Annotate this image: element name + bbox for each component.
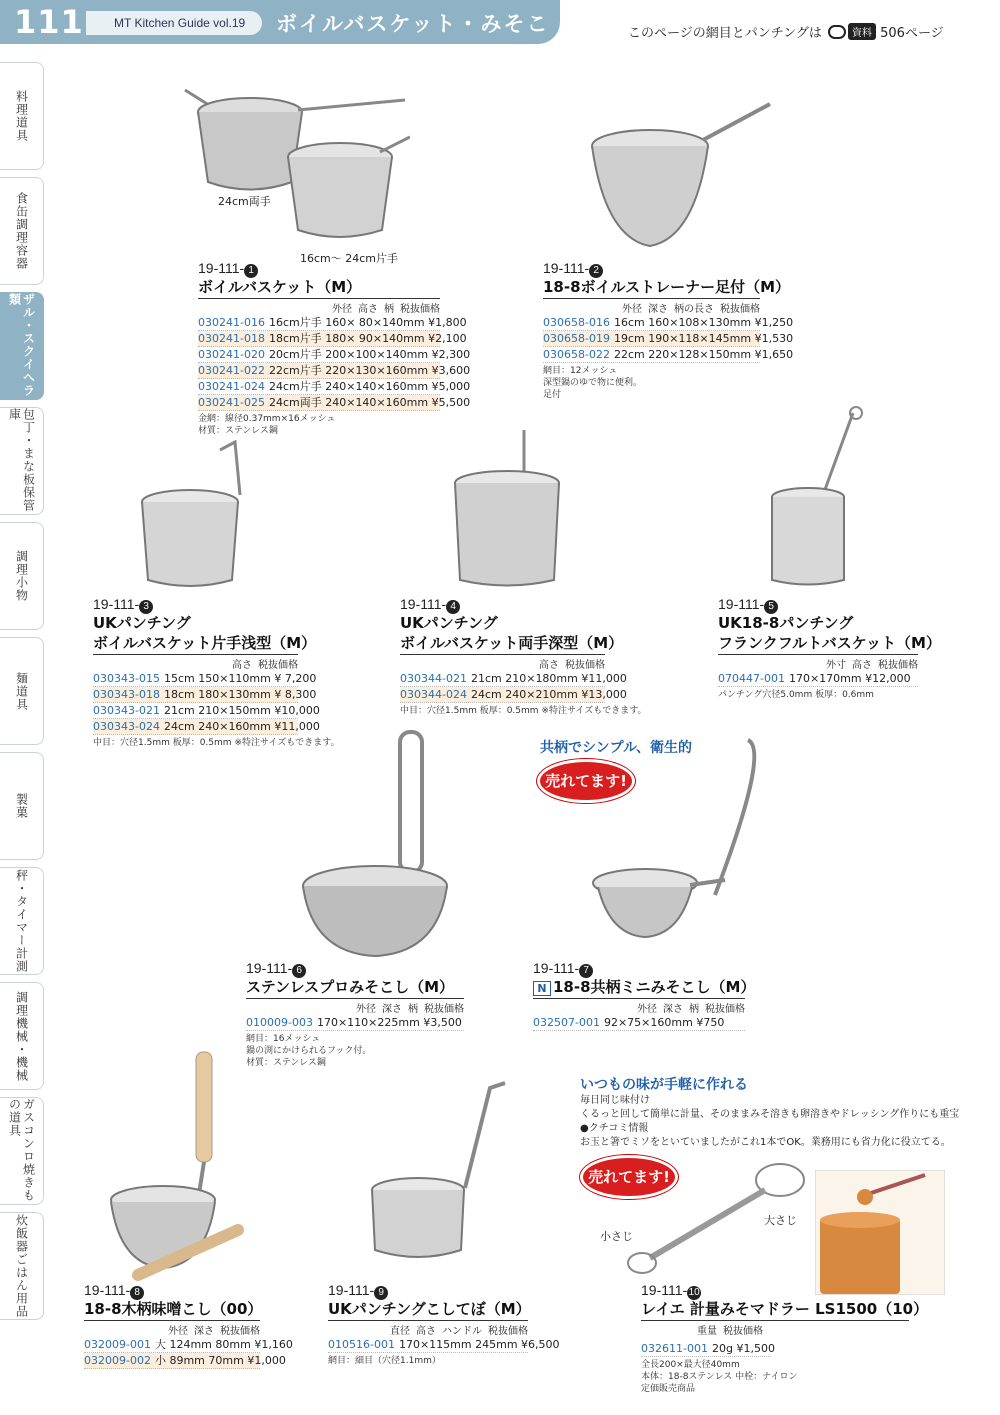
tab-scales[interactable]: 秤・タイマー計測 (0, 867, 44, 975)
product-note: 網目：細目（穴径1.1mm） (328, 1356, 441, 1366)
ref-prefix: このページの網目とパンチングは (628, 26, 822, 41)
bestseller-badge: 売れてます! (583, 1158, 675, 1196)
product-6 (246, 960, 464, 1069)
product-note: 全長200×最大径40mm 本体：18-8ステンレス 中栓：ナイロン 定価販売商品 (641, 1360, 798, 1394)
page-title: ボイルバスケット・みそこし (276, 12, 550, 66)
product-5 (718, 596, 941, 701)
table-row: 030241-020 20cm片手 200×100×140mm ¥2,300 (198, 348, 471, 361)
tab-rice-cookers[interactable]: 炊飯器ごはん用品 (0, 1212, 44, 1320)
table-row: 030658-019 19cm 190×118×145mm ¥1,530 (543, 332, 794, 345)
product-name: UKパンチング (93, 614, 191, 632)
product-number: 19-111-10 (641, 1282, 700, 1298)
caption-one-handle: 16cm～ 24cm片手 (300, 252, 399, 265)
tab-confectionery[interactable]: 製菓 (0, 752, 44, 860)
product-number: 19-111- 2 (543, 260, 760, 278)
product-number: 19-111- 8 (84, 1282, 260, 1300)
table-row: 030343-024 24cm 240×160mm ¥11,000 (93, 720, 320, 733)
table-row: 030344-024 24cm 240×210mm ¥13,000 (400, 688, 627, 701)
n-mark-icon: N (533, 981, 551, 996)
column-headers: 高さ 税抜価格 (539, 660, 605, 671)
page-header (0, 0, 560, 66)
page-number: 111 (14, 3, 84, 41)
ref-keyword: 資料 (848, 23, 876, 40)
column-headers: 重量 税抜価格 (697, 1326, 763, 1337)
table-row: 032009-002 小 89mm 70mm ¥1,000 (84, 1354, 286, 1367)
column-headers: 外寸 高さ 税抜価格 (826, 660, 918, 671)
product-name: UKパンチング (400, 614, 498, 632)
ref-suffix: 506ページ (880, 26, 944, 41)
product-number: 19-111- 4 (400, 596, 605, 614)
table-row: 030241-025 24cm両手 240×140×160mm ¥5,500 (198, 396, 471, 409)
table-row: 070447-001 170×170mm ¥12,000 (718, 671, 918, 687)
tab-noodle-tools[interactable]: 麺道具 (0, 637, 44, 745)
product-name: UKパンチングこしてぼ（M） (328, 1300, 528, 1321)
column-headers: 外径 深さ 柄の長さ 税抜価格 (622, 304, 760, 315)
product-4 (400, 596, 647, 717)
product-9 (328, 1282, 560, 1367)
product-note: 中目：穴径1.5mm 板厚：0.5mm ※特注サイズもできます。 (400, 706, 647, 716)
tab-small-tools[interactable]: 調理小物 (0, 522, 44, 630)
tab-cooking-tools[interactable]: 料理道具 (0, 62, 44, 170)
punching-deep-image (452, 425, 562, 590)
tab-gas-stoves[interactable]: ガスコンロ焼きもの道具 (0, 1097, 44, 1205)
mini-miso-strainer-image (590, 735, 780, 940)
product-name: 18-8木柄味噌こし（00） (84, 1300, 260, 1321)
product-8 (84, 1282, 293, 1369)
product-number: 19-111- 6 (246, 960, 464, 978)
table-row: 030241-022 22cm片手 220×130×160mm ¥3,600 (198, 364, 471, 377)
table-row: 030658-016 16cm 160×108×130mm ¥1,250 (543, 316, 794, 329)
table-row: 032507-001 92×75×160mm ¥750 (533, 1015, 745, 1031)
table-row: 030343-015 15cm 150×110mm ¥ 7,200 (93, 672, 317, 685)
pro-miso-strainer-image (300, 728, 460, 958)
caption-small-spoon: 小さじ (600, 1230, 633, 1243)
product-1 (198, 260, 471, 437)
product-name: ボイルバスケット片手浅型（M） (93, 634, 298, 655)
product-name: フランクフルトバスケット（M） (718, 634, 918, 655)
product-name: ボイルバスケット（M） (198, 278, 440, 299)
promo-taste: いつもの味が手軽に作れる (580, 1077, 748, 1093)
product-name: 18-8ボイルストレーナー足付（M） (543, 278, 760, 299)
product-number: 19-111- 7 (533, 960, 745, 978)
guide-label: MT Kitchen Guide vol.19 (86, 11, 262, 35)
table-row: 030343-018 18cm 180×130mm ¥ 8,300 (93, 688, 317, 701)
tab-knives[interactable]: 包丁・まな板保管庫 (0, 407, 44, 515)
punching-shallow-image (140, 440, 245, 590)
product-note: 網目：16メッシュ 鍋の渕にかけられるフック付。 材質：ステンレス鋼 (246, 1034, 372, 1068)
column-headers: 外径 深さ 税抜価格 (168, 1326, 260, 1337)
product-number: 19-111- 3 (93, 596, 298, 614)
tab-machines[interactable]: 調理機械・機械 (0, 982, 44, 1090)
product-10 (641, 1282, 929, 1395)
product-name: UK18-8パンチング (718, 614, 854, 632)
product-number: 19-111- 9 (328, 1282, 528, 1300)
promo-simple: 共柄でシンプル、衛生的 (540, 740, 692, 756)
caption-two-handle: 24cm両手 (218, 195, 271, 208)
muddler-description: 毎日同じ味付け くるっと回して簡単に計量、そのままみそ溶きも卵溶きやドレッシング作りにも重宝 ●クチコミ情報 お玉と箸でミソをといていましたがこれ1本でOK。業務用にも省力化に役立てる。 (580, 1095, 960, 1148)
table-row: 030241-016 16cm片手 160× 80×140mm ¥1,800 (198, 316, 467, 329)
product-3 (93, 596, 340, 749)
table-row: 030658-022 22cm 220×128×150mm ¥1,650 (543, 348, 794, 361)
table-row: 030344-021 21cm 210×180mm ¥11,000 (400, 672, 627, 685)
product-note: パンチング穴径5.0mm 板厚：0.6mm (718, 690, 874, 700)
table-row: 032611-001 20g ¥1,500 (641, 1342, 775, 1355)
column-headers: 外径 深さ 柄 税抜価格 (637, 1004, 745, 1015)
punching-koshitebo-image (370, 1078, 515, 1268)
book-icon (828, 25, 846, 39)
boil-basket-image (180, 82, 410, 257)
tab-colanders[interactable]: ザル・スクイへラ類 (0, 292, 44, 400)
table-row: 032009-001 大 124mm 80mm ¥1,160 (84, 1338, 293, 1351)
product-name: ボイルバスケット両手深型（M） (400, 634, 605, 655)
frankfurt-basket-image (768, 405, 878, 590)
product-name: レイエ 計量みそマドラー LS1500（10） (641, 1300, 909, 1321)
miso-photo-image (815, 1170, 945, 1295)
product-name: ステンレスプロみそこし（M） (246, 978, 464, 999)
table-row: 030343-021 21cm 210×150mm ¥10,000 (93, 704, 320, 717)
table-row: 010516-001 170×115mm 245mm ¥6,500 (328, 1338, 560, 1351)
table-row: 010009-003 170×110×225mm ¥3,500 (246, 1015, 464, 1031)
table-row: 030241-024 24cm片手 240×140×160mm ¥5,000 (198, 380, 471, 393)
column-headers: 高さ 税抜価格 (232, 660, 298, 671)
caption-large-spoon: 大さじ (764, 1214, 797, 1227)
product-note: 金網：線径0.37mm×16メッシュ 材質：ステンレス鋼 (198, 414, 336, 436)
column-headers: 外径 深さ 柄 税抜価格 (356, 1004, 464, 1015)
wood-handle-strainer-image (108, 1050, 253, 1285)
tab-food-containers[interactable]: 食缶調理容器 (0, 177, 44, 285)
reference-note (628, 22, 944, 41)
product-7 (533, 960, 756, 1031)
bestseller-badge: 売れてます! (540, 762, 632, 800)
product-note: 網目：12メッシュ 深型鍋のゆで物に便利。 足付 (543, 366, 643, 400)
product-note: 中目：穴径1.5mm 板厚：0.5mm ※特注サイズもできます。 (93, 738, 340, 748)
product-number: 19-111- 1 (198, 260, 440, 278)
strainer-image (585, 98, 775, 253)
product-2 (543, 260, 794, 401)
column-headers: 直径 高さ ハンドル 税抜価格 (390, 1326, 528, 1337)
table-row: 030241-018 18cm片手 180× 90×140mm ¥2,100 (198, 332, 467, 345)
column-headers: 外径 高さ 柄 税抜価格 (332, 304, 440, 315)
product-name: N 18-8共柄ミニみそこし（M） (533, 978, 745, 999)
product-number: 19-111- 5 (718, 596, 918, 614)
